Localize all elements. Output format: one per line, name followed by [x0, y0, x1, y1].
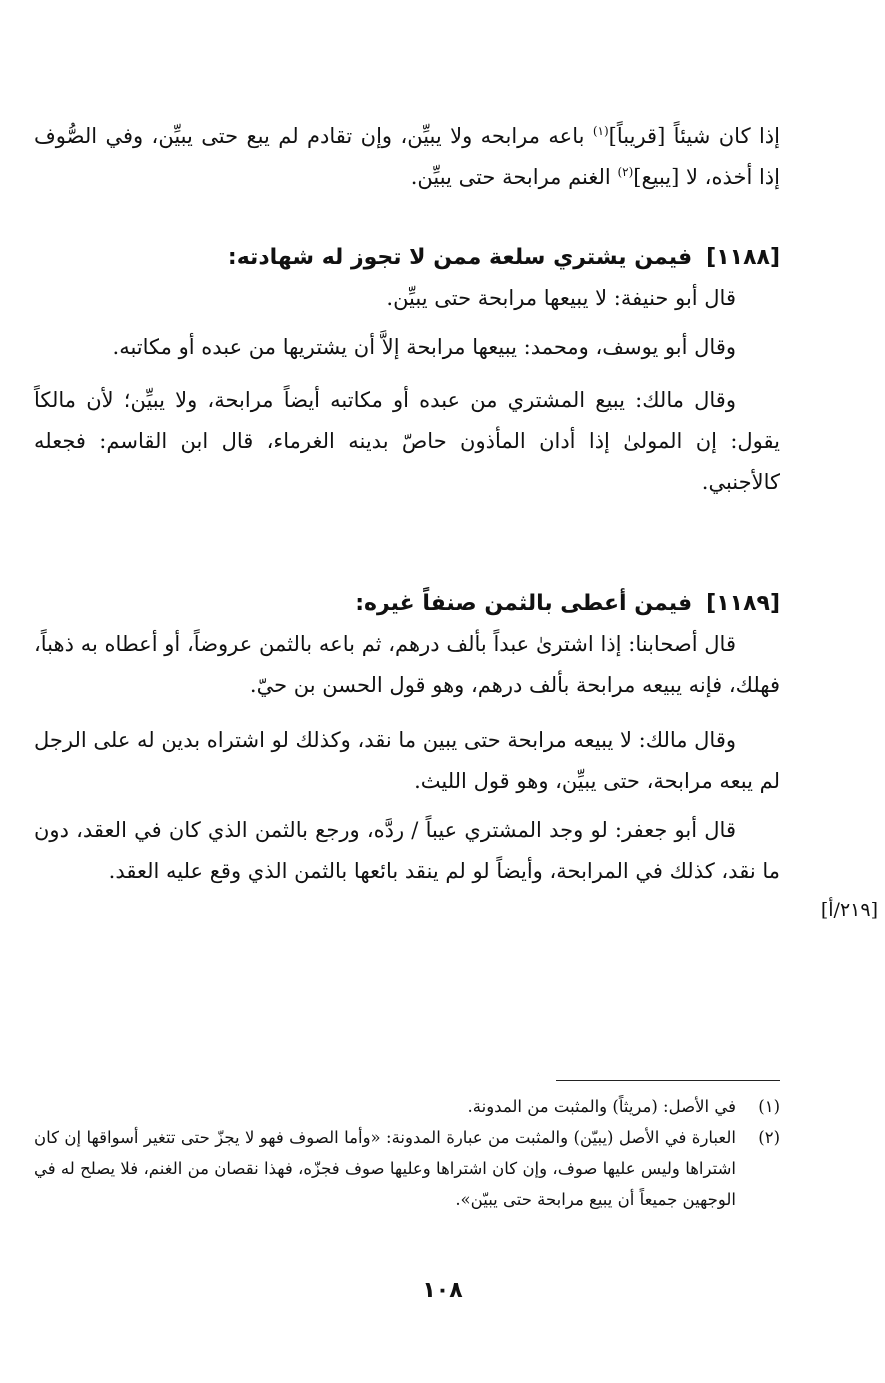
footnotes — [34, 1091, 780, 1215]
section-1189-para-1: قال أصحابنا: إذا اشترىٰ عبداً بألف درهم، ثم باعه بالثمن عروضاً، أو أعطاه به ذهباً، فهلك، فإنه يبيعه مرابحة بألف درهم، وهو قول الحسن بن حيّ. — [34, 632, 780, 697]
section-1189 — [34, 584, 780, 892]
footnote-1-number: (١) — [758, 1097, 780, 1116]
footnote-2-number: (٢) — [758, 1128, 780, 1147]
footnote-ref-1: (١) — [592, 124, 609, 138]
footnote-1-text: في الأصل: (مريثاً) والمثبت من المدونة. — [467, 1097, 736, 1116]
opening-text-part1: إذا كان شيئاً [قريباً] — [608, 124, 780, 148]
section-1188-title: فيمن يشتري سلعة ممن لا تجوز له شهادته: — [227, 245, 693, 270]
footnote-2-text: العبارة في الأصل (يبيّن) والمثبت من عبارة المدونة: «وأما الصوف فهو لا يجزّ حتى تتغير أسواقها إن كان اشتراها وليس عليها صوف، وإن كان اشتراها وعليها صوف فجزّه، فهذا نقصان من الغنم، فلا يصلح له في الوجهين جميعاً أن يبيع مرابحة حتى يبيّن». — [34, 1128, 736, 1209]
page-number: ١٠٨ — [422, 1278, 463, 1303]
footnote-2 — [34, 1122, 780, 1215]
section-1189-heading — [34, 584, 780, 624]
section-1188-heading — [34, 238, 780, 278]
footnote-1 — [34, 1091, 780, 1122]
opening-paragraph-block — [34, 116, 780, 198]
opening-text-part3: الغنم مرابحة حتى يبيِّن. — [410, 165, 618, 189]
section-1188 — [34, 238, 780, 503]
opening-paragraph — [34, 116, 780, 198]
folio-margin-note: [٢١٩/أ] — [820, 899, 878, 921]
section-1188-para-3: وقال مالك: يبيع المشتري من عبده أو مكاتبه أيضاً مرابحة، ولا يبيِّن؛ لأن مالكاً يقول: إن المولىٰ إذا أدان المأذون حاصّ بدينه الغرماء، قال ابن القاسم: فجعله كالأجنبي. — [34, 388, 780, 494]
section-1188-para-2: وقال أبو يوسف، ومحمد: يبيعها مرابحة إلاَّ أن يشتريها من عبده أو مكاتبه. — [112, 335, 736, 359]
section-1189-number: [١١٨٩] — [706, 591, 780, 616]
footnote-separator — [556, 1080, 780, 1081]
opening-text-part2: باعه مرابحه ولا يبيِّن، وإن تقادم لم يبع حتى يبيِّن، وفي الصُّوف إذا أخذه، لا [يبيع] — [34, 124, 780, 189]
section-1189-para-2: وقال مالك: لا يبيعه مرابحة حتى يبين ما نقد، وكذلك لو اشتراه بدين له على الرجل لم يبعه مرابحة، حتى يبيِّن، وهو قول الليث. — [34, 728, 780, 793]
section-1188-number: [١١٨٨] — [706, 245, 780, 270]
section-1189-title: فيمن أعطى بالثمن صنفاً غيره: — [355, 591, 693, 616]
section-1188-para-1: قال أبو حنيفة: لا يبيعها مرابحة حتى يبيِّن. — [386, 286, 736, 310]
section-1189-para-3: قال أبو جعفر: لو وجد المشتري عيباً / ردَّه، ورجع بالثمن الذي كان في العقد، دون ما نقد، كذلك في المرابحة، وأيضاً لو لم ينقد بائعها بالثمن الذي وقع عليه العقد. — [34, 818, 780, 883]
footnote-ref-2: (٢) — [617, 165, 634, 179]
